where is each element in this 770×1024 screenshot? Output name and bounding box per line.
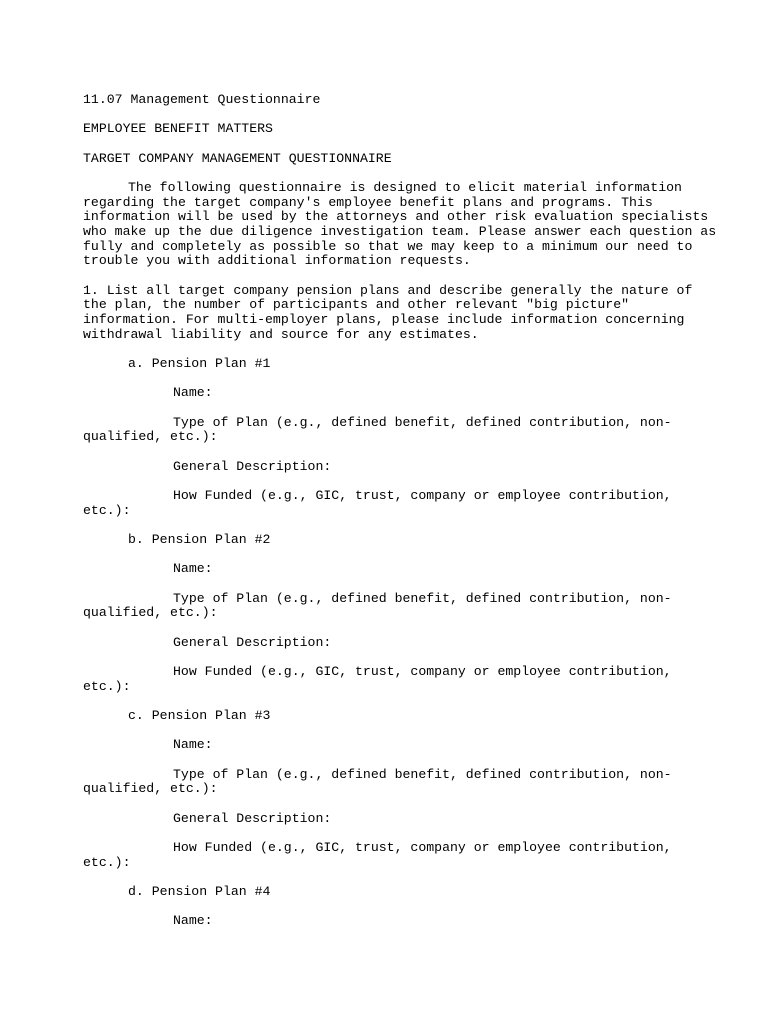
intro-line: information will be used by the attorneys and other risk evaluation specialists: [83, 209, 709, 224]
field-general-label: General Description:: [173, 811, 332, 826]
field-type-label-cont: qualified, etc.):: [83, 605, 218, 620]
section-title: 11.07 Management Questionnaire: [83, 92, 321, 107]
field-funded-label: How Funded (e.g., GIC, trust, company or employee contribution,: [173, 664, 672, 679]
field-name-label: Name:: [173, 385, 213, 400]
intro-line: The following questionnaire is designed to elicit material information: [128, 180, 682, 195]
field-name-label: Name:: [173, 913, 213, 928]
question-1-line: the plan, the number of participants and other relevant "big picture": [83, 297, 630, 312]
field-type-label: Type of Plan (e.g., defined benefit, defined contribution, non-: [173, 591, 672, 606]
field-funded-label-cont: etc.):: [83, 503, 131, 518]
field-name-label: Name:: [173, 561, 213, 576]
plan-heading: b. Pension Plan #2: [128, 532, 271, 547]
heading-questionnaire: TARGET COMPANY MANAGEMENT QUESTIONNAIRE: [83, 151, 392, 166]
intro-line: trouble you with additional information requests.: [83, 253, 471, 268]
field-funded-label-cont: etc.):: [83, 679, 131, 694]
field-name-label: Name:: [173, 737, 213, 752]
field-type-label-cont: qualified, etc.):: [83, 429, 218, 444]
field-general-label: General Description:: [173, 635, 332, 650]
field-funded-label-cont: etc.):: [83, 855, 131, 870]
intro-line: regarding the target company's employee benefit plans and programs. This: [83, 195, 653, 210]
intro-line: fully and completely as possible so that we may keep to a minimum our need to: [83, 239, 693, 254]
question-1-line: 1. List all target company pension plans and describe generally the nature of: [83, 283, 693, 298]
question-1-line: withdrawal liability and source for any estimates.: [83, 327, 479, 342]
plan-heading: c. Pension Plan #3: [128, 708, 271, 723]
field-funded-label: How Funded (e.g., GIC, trust, company or employee contribution,: [173, 840, 672, 855]
field-type-label-cont: qualified, etc.):: [83, 781, 218, 796]
field-general-label: General Description:: [173, 459, 332, 474]
question-1-line: information. For multi-employer plans, please include information concerning: [83, 312, 685, 327]
plan-heading: d. Pension Plan #4: [128, 884, 271, 899]
field-type-label: Type of Plan (e.g., defined benefit, defined contribution, non-: [173, 767, 672, 782]
field-funded-label: How Funded (e.g., GIC, trust, company or employee contribution,: [173, 488, 672, 503]
heading-employee-benefit-matters: EMPLOYEE BENEFIT MATTERS: [83, 121, 273, 136]
plan-heading: a. Pension Plan #1: [128, 356, 271, 371]
field-type-label: Type of Plan (e.g., defined benefit, defined contribution, non-: [173, 415, 672, 430]
intro-line: who make up the due diligence investigation team. Please answer each question as: [83, 224, 717, 239]
